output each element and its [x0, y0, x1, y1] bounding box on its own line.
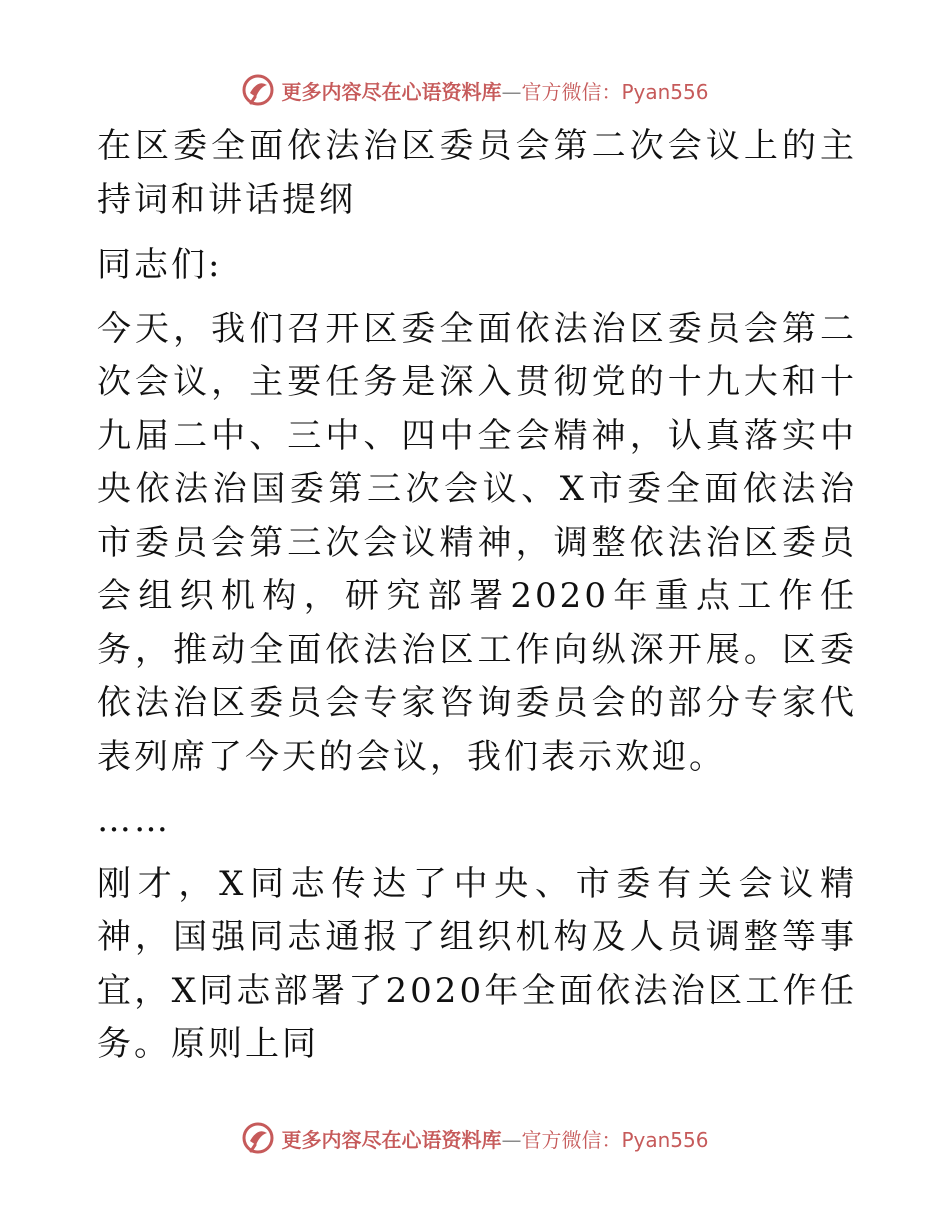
watermark-banner-top — [0, 70, 950, 110]
greeting: 同志们: — [97, 245, 223, 285]
ellipsis: …… — [97, 800, 171, 840]
watermark-main-text: 更多内容尽在心语资料库 — [281, 1127, 502, 1152]
watermark-separator: — — [501, 1127, 522, 1152]
paragraph-1: 今天，我们召开区委全面依法治区委员会第二次会议，主要任务是深入贯彻党的十九大和十九届二中、三中、四中全会精神，认真落实中央依法治国委第三次会议、X市委全面依法治市委员会第三次会议精神，调整依法治区委员会组织机构，研究部署2020年重点工作任务，推动全面依法治区工作向纵深开展。区委依法治区委员会专家咨询委员会的部分专家代表列席了今天的会议，我们表示欢迎。 — [97, 308, 857, 777]
watermark-separator: — — [501, 79, 522, 104]
watermark-text — [281, 76, 708, 105]
brand-logo-icon — [241, 1121, 275, 1155]
watermark-text — [281, 1124, 708, 1153]
watermark-banner-bottom — [0, 1118, 950, 1158]
document-body — [97, 120, 857, 1072]
watermark-wechat: 官方微信：Pyan556 — [521, 1127, 709, 1152]
document-title: 在区委全面依法治区委员会第二次会议上的主持词和讲话提纲 — [97, 126, 857, 220]
brand-logo-icon — [241, 73, 275, 107]
watermark-wechat: 官方微信：Pyan556 — [521, 79, 709, 104]
watermark-main-text: 更多内容尽在心语资料库 — [281, 79, 502, 104]
paragraph-2: 刚才，X同志传达了中央、市委有关会议精神，国强同志通报了组织机构及人员调整等事宜，X同志部署了2020年全面依法治区工作任务。原则上同 — [97, 863, 857, 1064]
